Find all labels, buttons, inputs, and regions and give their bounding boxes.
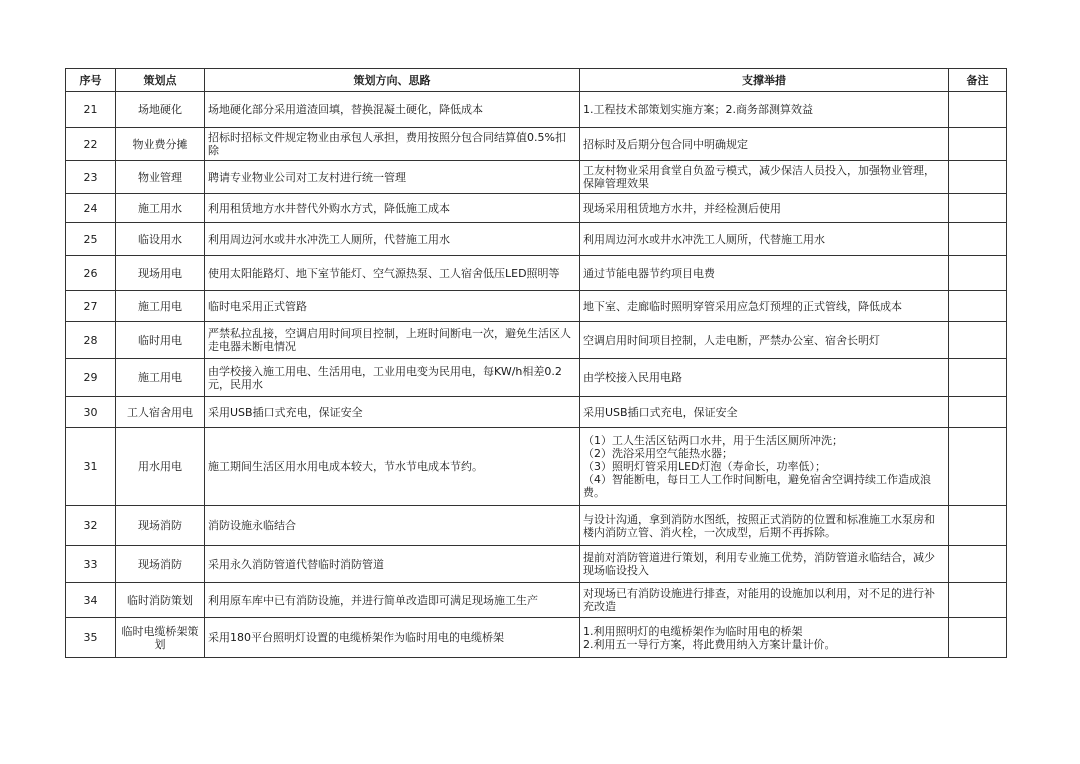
table-row — [66, 322, 1007, 359]
table-row — [66, 397, 1007, 428]
support-measure: 与设计沟通，拿到消防水图纸，按照正式消防的位置和标准施工水泵房和楼内消防立管、消火栓，一次成型，后期不再拆除。 — [580, 506, 949, 546]
support-measure: 对现场已有消防设施进行排查，对能用的设施加以利用，对不足的进行补充改造 — [580, 583, 949, 618]
row-number: 27 — [66, 291, 116, 322]
support-measure: （1）工人生活区钻两口水井，用于生活区厕所冲洗； （2）洗浴采用空气能热水器； （3）照明灯管采用LED灯泡（寿命长，功率低）； （4）智能断电，每日工人工作时间断电，避免宿舍空调持续工作造成浪费。 — [580, 428, 949, 506]
remark — [949, 428, 1007, 506]
row-number: 22 — [66, 128, 116, 161]
planning-direction: 采用USB插口式充电，保证安全 — [205, 397, 580, 428]
row-number: 23 — [66, 161, 116, 194]
cost-plan-table — [65, 68, 1007, 658]
remark — [949, 223, 1007, 256]
planning-point: 临时消防策划 — [116, 583, 205, 618]
table-row — [66, 161, 1007, 194]
planning-point: 施工用电 — [116, 359, 205, 397]
col-header-point: 策划点 — [116, 69, 205, 92]
planning-point: 临时电缆桥架策划 — [116, 618, 205, 658]
table-row — [66, 428, 1007, 506]
planning-direction: 严禁私拉乱接，空调启用时间项目控制，上班时间断电一次，避免生活区人走电器未断电情况 — [205, 322, 580, 359]
planning-point: 现场消防 — [116, 546, 205, 583]
row-number: 21 — [66, 92, 116, 128]
col-header-direction: 策划方向、思路 — [205, 69, 580, 92]
planning-point: 物业费分摊 — [116, 128, 205, 161]
planning-point: 施工用水 — [116, 194, 205, 223]
remark — [949, 322, 1007, 359]
row-number: 33 — [66, 546, 116, 583]
remark — [949, 397, 1007, 428]
remark — [949, 506, 1007, 546]
support-measure: 通过节能电器节约项目电费 — [580, 256, 949, 291]
table-row — [66, 256, 1007, 291]
row-number: 30 — [66, 397, 116, 428]
remark — [949, 128, 1007, 161]
support-measure: 地下室、走廊临时照明穿管采用应急灯预埋的正式管线，降低成本 — [580, 291, 949, 322]
table-header-row — [66, 69, 1007, 92]
support-measure: 利用周边河水或井水冲洗工人厕所，代替施工用水 — [580, 223, 949, 256]
planning-point: 现场用电 — [116, 256, 205, 291]
remark — [949, 92, 1007, 128]
table-row — [66, 291, 1007, 322]
planning-direction: 利用租赁地方水井替代外购水方式，降低施工成本 — [205, 194, 580, 223]
support-measure: 空调启用时间项目控制，人走电断，严禁办公室、宿舍长明灯 — [580, 322, 949, 359]
row-number: 32 — [66, 506, 116, 546]
planning-point: 工人宿舍用电 — [116, 397, 205, 428]
planning-point: 临时用电 — [116, 322, 205, 359]
row-number: 29 — [66, 359, 116, 397]
row-number: 35 — [66, 618, 116, 658]
table-row — [66, 359, 1007, 397]
table-row — [66, 618, 1007, 658]
support-measure: 1.工程技术部策划实施方案；2.商务部测算效益 — [580, 92, 949, 128]
planning-direction: 施工期间生活区用水用电成本较大，节水节电成本节约。 — [205, 428, 580, 506]
row-number: 28 — [66, 322, 116, 359]
planning-direction: 利用周边河水或井水冲洗工人厕所，代替施工用水 — [205, 223, 580, 256]
support-measure: 提前对消防管道进行策划，利用专业施工优势，消防管道永临结合，减少现场临设投入 — [580, 546, 949, 583]
planning-point: 现场消防 — [116, 506, 205, 546]
support-measure: 工友村物业采用食堂自负盈亏模式，减少保洁人员投入，加强物业管理，保障管理效果 — [580, 161, 949, 194]
remark — [949, 194, 1007, 223]
planning-point: 用水用电 — [116, 428, 205, 506]
remark — [949, 583, 1007, 618]
remark — [949, 546, 1007, 583]
planning-direction: 招标时招标文件规定物业由承包人承担，费用按照分包合同结算值0.5%扣除 — [205, 128, 580, 161]
remark — [949, 256, 1007, 291]
support-measure: 现场采用租赁地方水井，并经检测后使用 — [580, 194, 949, 223]
planning-point: 场地硬化 — [116, 92, 205, 128]
row-number: 25 — [66, 223, 116, 256]
planning-direction: 由学校接入施工用电、生活用电，工业用电变为民用电，每KW/h相差0.2元，民用水 — [205, 359, 580, 397]
planning-direction: 利用原车库中已有消防设施，并进行简单改造即可满足现场施工生产 — [205, 583, 580, 618]
table-row — [66, 223, 1007, 256]
planning-direction: 使用太阳能路灯、地下室节能灯、空气源热泵、工人宿舍低压LED照明等 — [205, 256, 580, 291]
planning-direction: 场地硬化部分采用道渣回填，替换混凝土硬化，降低成本 — [205, 92, 580, 128]
planning-direction: 聘请专业物业公司对工友村进行统一管理 — [205, 161, 580, 194]
planning-direction: 采用永久消防管道代替临时消防管道 — [205, 546, 580, 583]
col-header-no: 序号 — [66, 69, 116, 92]
table-row — [66, 194, 1007, 223]
table-row — [66, 92, 1007, 128]
support-measure: 由学校接入民用电路 — [580, 359, 949, 397]
support-measure: 采用USB插口式充电，保证安全 — [580, 397, 949, 428]
planning-point: 临设用水 — [116, 223, 205, 256]
row-number: 24 — [66, 194, 116, 223]
table-row — [66, 128, 1007, 161]
planning-direction: 采用180平台照明灯设置的电缆桥架作为临时用电的电缆桥架 — [205, 618, 580, 658]
table-row — [66, 583, 1007, 618]
remark — [949, 359, 1007, 397]
planning-direction: 消防设施永临结合 — [205, 506, 580, 546]
planning-point: 施工用电 — [116, 291, 205, 322]
col-header-measure: 支撑举措 — [580, 69, 949, 92]
row-number: 34 — [66, 583, 116, 618]
col-header-note: 备注 — [949, 69, 1007, 92]
table-row — [66, 546, 1007, 583]
remark — [949, 161, 1007, 194]
remark — [949, 291, 1007, 322]
planning-point: 物业管理 — [116, 161, 205, 194]
support-measure: 招标时及后期分包合同中明确规定 — [580, 128, 949, 161]
support-measure: 1.利用照明灯的电缆桥架作为临时用电的桥架 2.利用五一导行方案，将此费用纳入方案计量计价。 — [580, 618, 949, 658]
table-row — [66, 506, 1007, 546]
row-number: 31 — [66, 428, 116, 506]
row-number: 26 — [66, 256, 116, 291]
remark — [949, 618, 1007, 658]
planning-direction: 临时电采用正式管路 — [205, 291, 580, 322]
